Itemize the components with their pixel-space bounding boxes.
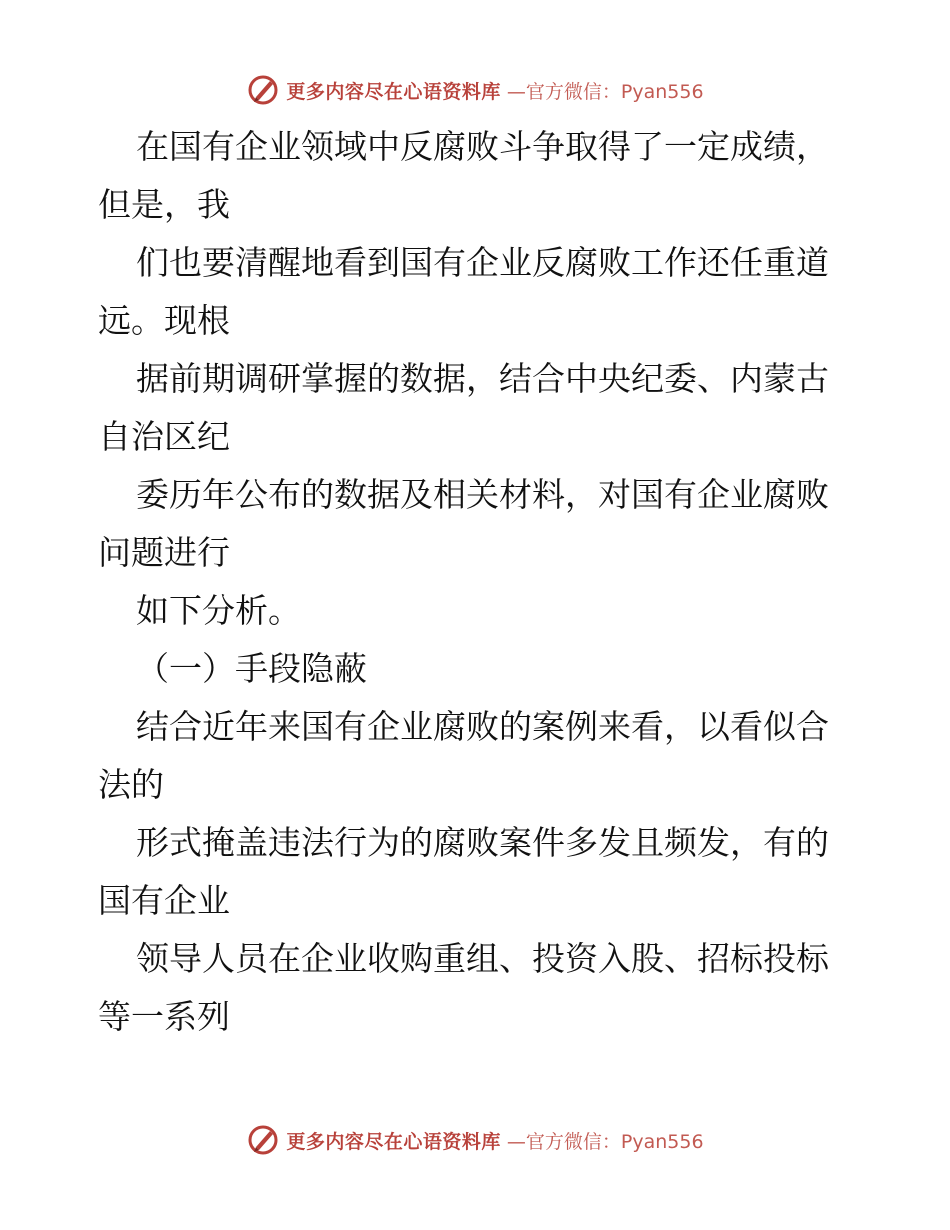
header-wechat-text: —官方微信：Pyan556 [506, 80, 704, 103]
pen-logo-icon [246, 1123, 280, 1157]
footer-wechat-text: —官方微信：Pyan556 [506, 1130, 704, 1153]
body-line: 们也要清醒地看到国有企业反腐败工作还任重道 [136, 243, 829, 282]
body-line: 远。现根 [98, 301, 230, 340]
body-line: 自治区纪 [98, 417, 230, 456]
body-line: 结合近年来国有企业腐败的案例来看，以看似合 [136, 707, 829, 746]
body-line: 等一系列 [98, 997, 230, 1036]
body-line: 在国有企业领域中反腐败斗争取得了一定成绩， [136, 127, 829, 166]
footer-banner [0, 1120, 950, 1160]
body-line: 领导人员在企业收购重组、投资入股、招标投标 [136, 939, 829, 978]
header-brand-text: 更多内容尽在心语资料库 [286, 80, 501, 103]
document-body [98, 118, 858, 1046]
body-line: 形式掩盖违法行为的腐败案件多发且频发，有的 [136, 823, 829, 862]
body-line: 问题进行 [98, 533, 230, 572]
body-line: 委历年公布的数据及相关材料，对国有企业腐败 [136, 475, 829, 514]
header-banner [0, 70, 950, 110]
body-line: 如下分析。 [136, 591, 301, 630]
section-heading: （一）手段隐蔽 [136, 649, 367, 688]
footer-brand-text: 更多内容尽在心语资料库 [286, 1130, 501, 1153]
body-line: 据前期调研掌握的数据，结合中央纪委、内蒙古 [136, 359, 829, 398]
body-line: 但是，我 [98, 185, 230, 224]
body-line: 国有企业 [98, 881, 230, 920]
body-line: 法的 [98, 765, 164, 804]
pen-logo-icon [246, 73, 280, 107]
